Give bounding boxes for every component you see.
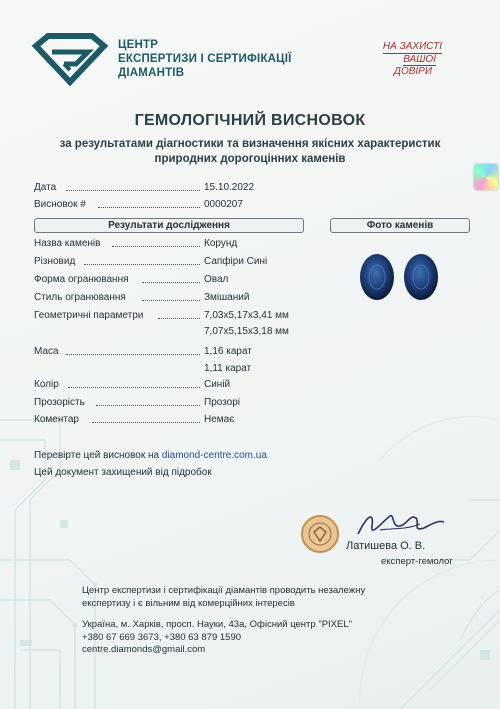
hologram-sticker-icon: [474, 164, 498, 190]
leader-dots: [68, 387, 200, 388]
results-header: Результати дослідження: [34, 218, 304, 233]
leader-dots: [92, 422, 200, 423]
leader-dots: [142, 282, 200, 283]
date-value: 15.10.2022: [204, 182, 255, 193]
signature-mark: [350, 504, 450, 544]
result-label: Стиль огранювання: [34, 292, 126, 303]
leader-dots: [142, 300, 200, 301]
leader-dots: [98, 207, 200, 208]
result-value: Змішаний: [204, 292, 250, 303]
brand-line-3: ДІАМАНТІВ: [118, 67, 185, 79]
brand-line-2: ЕКСПЕРТИЗИ І СЕРТИФІКАЦІЇ: [118, 53, 292, 65]
subtitle-line-1: за результатами діагностики та визначення якісних характеристик: [59, 138, 441, 150]
footer-contacts: [82, 619, 352, 657]
result-value: Немає: [204, 414, 235, 425]
brand-name: [118, 38, 292, 80]
document-subtitle: [20, 137, 480, 167]
result-value: Синій: [204, 379, 231, 390]
number-value: 0000207: [204, 199, 243, 210]
result-label: Геометричні параметри: [34, 310, 144, 321]
result-value: 7,03x5,17x3,41 мм: [204, 310, 289, 321]
result-value: Овал: [204, 274, 229, 285]
leader-dots: [66, 190, 200, 191]
footer-address: Україна, м. Харків, просп. Науки, 43а, Офісний центр "PIXEL": [82, 619, 353, 630]
footer-line-1: Центр експертизи і сертифікації діамантів проводить незалежну: [82, 585, 366, 596]
result-value: Сапфіри Сині: [204, 256, 268, 267]
result-label: Різновид: [34, 256, 76, 267]
photo-header: Фото каменів: [330, 218, 470, 233]
result-value-2: 1,11 карат: [204, 363, 252, 374]
footer-statement: [82, 585, 365, 610]
slogan-line-1: НА ЗАХИСТІ: [382, 41, 442, 52]
verify-link[interactable]: diamond-centre.com.ua: [161, 450, 267, 461]
footer-line-2: експертизу і є вільним від комерційних інтересів: [82, 597, 295, 609]
leader-dots: [96, 405, 200, 406]
sapphire-photo: [355, 252, 445, 302]
result-value: Прозорі: [204, 397, 241, 408]
result-label: Колір: [34, 379, 59, 390]
result-label: Назва каменів: [34, 238, 101, 249]
footer-phones: +380 67 669 3673, +380 63 879 1590: [82, 631, 242, 643]
verify-prefix: Перевірте цей висновок на: [34, 450, 162, 461]
diamond-logo-icon: [30, 32, 110, 86]
signer-name: Латишева О. В.: [346, 540, 426, 552]
number-label: Висновок #: [34, 199, 86, 210]
result-value: Корунд: [204, 238, 238, 249]
slogan-line-2: ВАШОЇ: [403, 54, 436, 65]
subtitle-line-2: природних дорогоцінних каменів: [154, 153, 346, 165]
leader-dots: [158, 318, 200, 319]
result-label: Форма огранювання: [34, 274, 129, 285]
result-label: Прозорість: [34, 397, 85, 408]
result-value: 1,16 карат: [204, 346, 252, 357]
leader-dots: [66, 354, 200, 355]
result-label: Коментар: [34, 414, 79, 425]
verify-note: [34, 450, 267, 461]
brand-line-1: ЦЕНТР: [118, 39, 159, 51]
result-value-2: 7,07x5,15x3,18 мм: [204, 326, 289, 337]
leader-dots: [84, 264, 200, 265]
leader-dots: [112, 246, 200, 247]
protected-note: Цей документ захищений від підробок: [34, 467, 212, 478]
signer-role: експерт-гемолог: [381, 556, 453, 567]
result-label: Маса: [34, 346, 59, 357]
footer-email[interactable]: centre.diamonds@gmail.com: [82, 644, 206, 655]
slogan-line-3: ДОВІРИ: [393, 66, 432, 77]
trust-slogan: [360, 40, 450, 80]
gia-seal-icon: [300, 514, 340, 554]
date-label: Дата: [34, 182, 57, 193]
document-title: ГЕМОЛОГІЧНИЙ ВИСНОВОК: [134, 112, 366, 129]
